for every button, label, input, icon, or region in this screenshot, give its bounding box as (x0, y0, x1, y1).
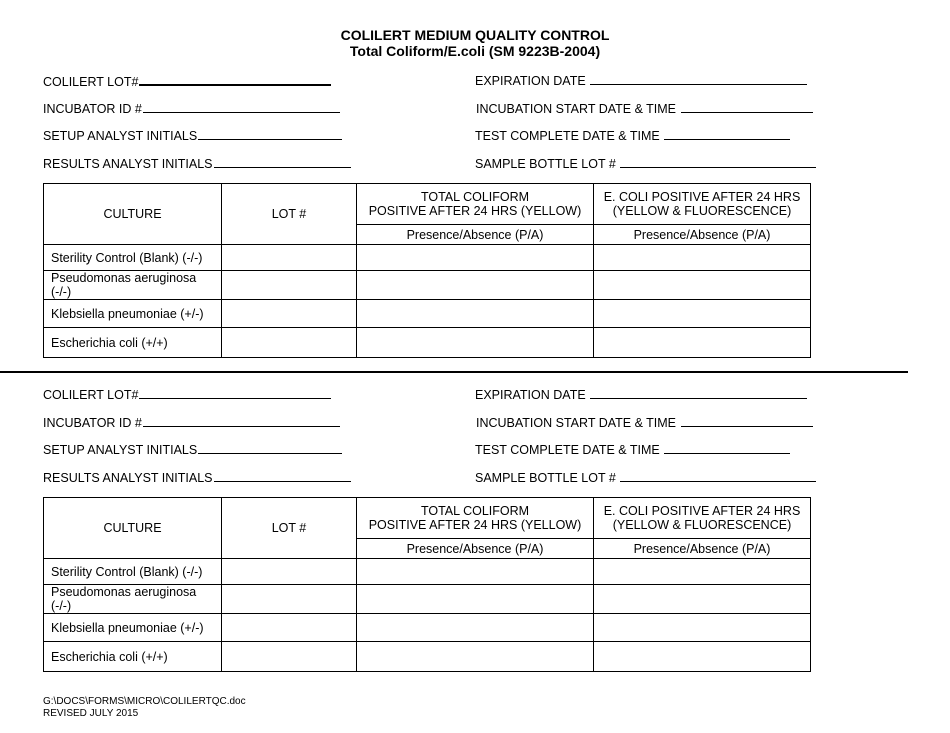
tc-pa-cell[interactable] (357, 245, 594, 271)
tc-pa-cell[interactable] (357, 642, 594, 672)
sample-bottle-lot-field-2[interactable] (475, 469, 816, 486)
ec-pa-cell[interactable] (594, 642, 811, 672)
culture-cell: Escherichia coli (+/+) (44, 642, 222, 672)
culture-cell: Klebsiella pneumoniae (+/-) (44, 300, 222, 328)
culture-header: CULTURE (44, 498, 222, 559)
test-complete-line[interactable] (664, 127, 790, 140)
expiration-date-field-1[interactable] (475, 72, 807, 89)
test-complete-label: TEST COMPLETE DATE & TIME (475, 443, 660, 457)
lot-cell[interactable] (222, 642, 357, 672)
results-analyst-field-2[interactable] (43, 469, 351, 486)
results-analyst-field-1[interactable] (43, 155, 351, 172)
setup-analyst-label: SETUP ANALYST INITIALS (43, 443, 198, 457)
form-subtitle: Total Coliform/E.coli (SM 9223B-2004) (349, 43, 601, 59)
incubator-id-line[interactable] (143, 414, 340, 427)
test-complete-field-2[interactable] (475, 441, 790, 458)
expiration-date-line[interactable] (590, 386, 807, 399)
sample-bottle-lot-line[interactable] (620, 155, 816, 168)
section-divider (0, 371, 908, 373)
tc-presence-absence-subheader: Presence/Absence (P/A) (357, 539, 594, 559)
colilert-lot-line[interactable] (139, 72, 331, 86)
lot-cell[interactable] (222, 245, 357, 271)
sample-bottle-lot-label: SAMPLE BOTTLE LOT # (475, 471, 616, 485)
results-analyst-line[interactable] (214, 155, 351, 168)
table-row (44, 585, 811, 614)
test-complete-label: TEST COMPLETE DATE & TIME (475, 129, 660, 143)
results-analyst-label: RESULTS ANALYST INITIALS (43, 157, 213, 171)
sample-bottle-lot-label: SAMPLE BOTTLE LOT # (475, 157, 616, 171)
total-coliform-header: TOTAL COLIFORM POSITIVE AFTER 24 HRS (YELLOW) (357, 498, 594, 539)
ec-pa-cell[interactable] (594, 585, 811, 614)
tc-pa-cell[interactable] (357, 300, 594, 328)
colilert-lot-field-2[interactable] (43, 386, 331, 403)
lot-cell[interactable] (222, 585, 357, 614)
ec-presence-absence-subheader: Presence/Absence (P/A) (594, 539, 811, 559)
expiration-date-label: EXPIRATION DATE (475, 74, 586, 88)
incubator-id-label: INCUBATOR ID # (43, 416, 142, 430)
total-coliform-header: TOTAL COLIFORM POSITIVE AFTER 24 HRS (YELLOW) (357, 184, 594, 225)
qc-table-2 (43, 497, 811, 672)
lot-cell[interactable] (222, 328, 357, 358)
tc-presence-absence-subheader: Presence/Absence (P/A) (357, 225, 594, 245)
sample-bottle-lot-field-1[interactable] (475, 155, 816, 172)
footer-revised: REVISED JULY 2015 (43, 708, 139, 719)
lot-header: LOT # (222, 184, 357, 245)
incubation-start-line[interactable] (681, 414, 813, 427)
expiration-date-label: EXPIRATION DATE (475, 388, 586, 402)
ec-presence-absence-subheader: Presence/Absence (P/A) (594, 225, 811, 245)
lot-cell[interactable] (222, 300, 357, 328)
expiration-date-field-2[interactable] (475, 386, 807, 403)
ec-pa-cell[interactable] (594, 614, 811, 642)
ecoli-header: E. COLI POSITIVE AFTER 24 HRS (YELLOW & FLUORESCENCE) (594, 498, 811, 539)
culture-cell: Escherichia coli (+/+) (44, 328, 222, 358)
table-row (44, 245, 811, 271)
test-complete-line[interactable] (664, 441, 790, 454)
lot-cell[interactable] (222, 559, 357, 585)
tc-pa-cell[interactable] (357, 614, 594, 642)
incubation-start-label: INCUBATION START DATE & TIME (476, 416, 677, 430)
table-row (44, 271, 811, 300)
ec-pa-cell[interactable] (594, 271, 811, 300)
table-row (44, 328, 811, 358)
culture-cell: Klebsiella pneumoniae (+/-) (44, 614, 222, 642)
results-analyst-line[interactable] (214, 469, 351, 482)
test-complete-field-1[interactable] (475, 127, 790, 144)
tc-pa-cell[interactable] (357, 271, 594, 300)
incubation-start-line[interactable] (681, 100, 813, 113)
setup-analyst-line[interactable] (198, 127, 342, 140)
colilert-lot-label: COLILERT LOT# (43, 388, 139, 402)
tc-pa-cell[interactable] (357, 585, 594, 614)
incubation-start-label: INCUBATION START DATE & TIME (476, 102, 677, 116)
sample-bottle-lot-line[interactable] (620, 469, 816, 482)
culture-cell: Pseudomonas aeruginosa (-/-) (44, 585, 222, 614)
results-analyst-label: RESULTS ANALYST INITIALS (43, 471, 213, 485)
incubator-id-field-2[interactable] (43, 414, 340, 431)
form-title: COLILERT MEDIUM QUALITY CONTROL (340, 27, 610, 43)
colilert-lot-label: COLILERT LOT# (43, 75, 139, 89)
footer-path: G:\DOCS\FORMS\MICRO\COLILERTQC.doc (43, 696, 246, 707)
incubation-start-field-2[interactable] (476, 414, 813, 431)
culture-cell: Sterility Control (Blank) (-/-) (44, 559, 222, 585)
incubation-start-field-1[interactable] (476, 100, 813, 117)
ec-pa-cell[interactable] (594, 245, 811, 271)
qc-table-1 (43, 183, 811, 358)
incubator-id-line[interactable] (143, 100, 340, 113)
ec-pa-cell[interactable] (594, 300, 811, 328)
incubator-id-field-1[interactable] (43, 100, 340, 117)
setup-analyst-line[interactable] (198, 441, 342, 454)
culture-cell: Pseudomonas aeruginosa (-/-) (44, 271, 222, 300)
ecoli-header: E. COLI POSITIVE AFTER 24 HRS (YELLOW & FLUORESCENCE) (594, 184, 811, 225)
expiration-date-line[interactable] (590, 72, 807, 85)
ec-pa-cell[interactable] (594, 328, 811, 358)
setup-analyst-label: SETUP ANALYST INITIALS (43, 129, 198, 143)
table-row (44, 614, 811, 642)
setup-analyst-field-2[interactable] (43, 441, 342, 458)
culture-header: CULTURE (44, 184, 222, 245)
culture-cell: Sterility Control (Blank) (-/-) (44, 245, 222, 271)
table-row (44, 300, 811, 328)
colilert-lot-field-1[interactable] (43, 72, 331, 90)
lot-cell[interactable] (222, 271, 357, 300)
ec-pa-cell[interactable] (594, 559, 811, 585)
colilert-lot-line[interactable] (139, 386, 331, 399)
lot-header: LOT # (222, 498, 357, 559)
tc-pa-cell[interactable] (357, 559, 594, 585)
incubator-id-label: INCUBATOR ID # (43, 102, 142, 116)
table-row (44, 559, 811, 585)
setup-analyst-field-1[interactable] (43, 127, 342, 144)
table-row (44, 642, 811, 672)
tc-pa-cell[interactable] (357, 328, 594, 358)
lot-cell[interactable] (222, 614, 357, 642)
